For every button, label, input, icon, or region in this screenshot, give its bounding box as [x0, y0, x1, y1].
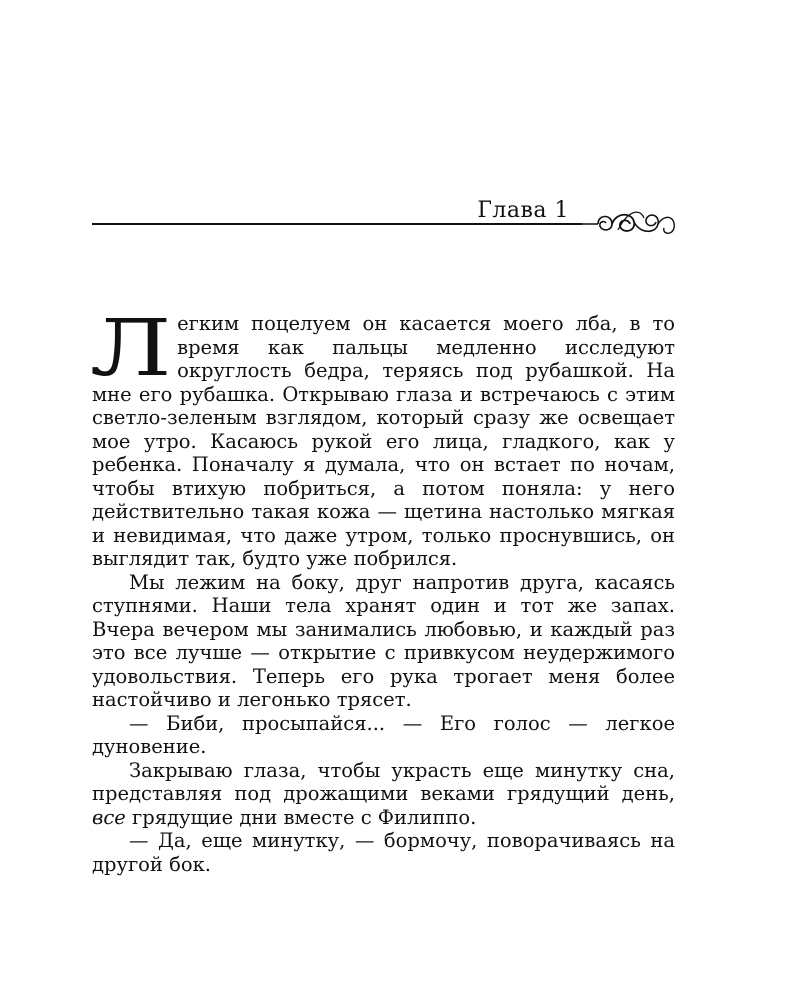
paragraph-5: — Да, еще минутку, — бормочу, поворачиваясь на другой бок.	[92, 829, 675, 876]
paragraph-4-text-b: грядущие дни вместе с Филиппо.	[125, 805, 477, 829]
paragraph-1	[90, 304, 675, 571]
paragraph-3: — Биби, просыпайся... — Его голос — легкое дуновение.	[92, 711, 675, 758]
paragraph-4-italic: все	[92, 805, 126, 829]
paragraph-1-text: егким поцелуем он касается моего лба, в то время как пальцы медленно исследуют округлость бедра, теряясь под рубашкой. На мне его рубашка. Открываю глаза и встречаюсь с этим светло-зеленым взглядом, который сразу же освещает мое утро. Касаюсь рукой его лица, гладкого, как у ребенка. Поначалу я думала, что он встает по ночам, чтобы втихую побриться, а потом поняла: у него действительно такая кожа — щетина настолько мягкая и невидимая, что даже утром, только проснувшись, он выглядит так, будто уже побрился.	[92, 312, 675, 570]
header-rule	[92, 223, 582, 225]
flourish-ornament-icon	[578, 204, 678, 240]
drop-cap: Л	[90, 304, 172, 394]
chapter-text	[90, 304, 675, 876]
paragraph-4-text-a: Закрываю глаза, чтобы украсть еще минутку сна, представляя под дрожащими веками грядущий день,	[92, 758, 675, 805]
chapter-title: Глава 1	[477, 198, 569, 223]
paragraph-4	[92, 759, 675, 830]
paragraph-2: Мы лежим на боку, друг напротив друга, касаясь ступнями. Наши тела хранят один и тот же запах. Вчера вечером мы занимались любовью, и каждый раз это все лучше — открытие с привкусом неудержимого удовольствия. Теперь его рука трогает меня более настойчиво и легонько трясет.	[92, 570, 675, 711]
chapter-header	[92, 196, 682, 246]
